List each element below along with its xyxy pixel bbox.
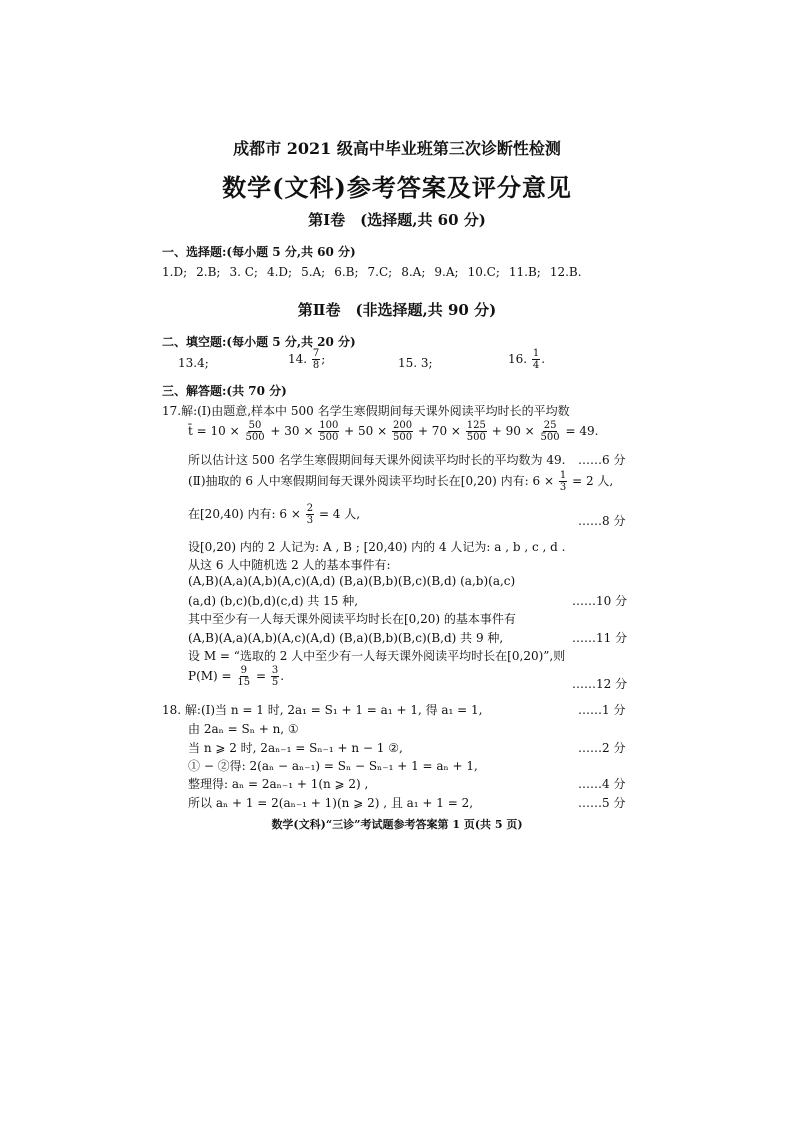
part-two-heading: 第Ⅱ卷 (非选择题,共 90 分) (297, 301, 497, 319)
q18-line-4: ① − ②得: 2(aₙ − aₙ₋₁) = Sₙ − Sₙ₋₁ + 1 = aₙ + 1, (188, 759, 478, 773)
answer-5: 5.A; (301, 265, 326, 279)
answer-7: 7.C; (367, 265, 393, 279)
q18-line-5: 整理得: aₙ = 2aₙ₋₁ + 1(n ⩾ 2) , (188, 777, 369, 791)
answer-3: 3. C; (229, 265, 258, 279)
section-choice-title: 一、选择题:(每小题 5 分,共 60 分) (162, 245, 356, 259)
score-mark: ……6 分 (578, 453, 626, 467)
fill-answer-16: 16. $\frac{1}{4}$ . (508, 348, 546, 371)
q17-line-12: 设 M = “选取的 2 人中至少有一人每天课外阅读平均时长在[0,20)”,则 (188, 649, 566, 663)
fraction: $\frac{1}{4}$ (532, 348, 540, 371)
fill-answer-14: 14. $\frac{7}{8}$ ; (288, 348, 326, 371)
answer-12: 12.B. (549, 265, 582, 279)
fill-answer-15: 15. 3; (398, 356, 433, 370)
page-footer: 数学(文科)“三诊”考试题参考答案第 1 页(共 5 页) (271, 818, 523, 831)
document-title: 数学(文科)参考答案及评分意见 (222, 173, 572, 202)
fill-answer-13: 13.4; (178, 356, 209, 370)
score-mark: ……1 分 (578, 703, 626, 717)
score-mark: ……10 分 (572, 594, 628, 608)
exam-title: 成都市 2021 级高中毕业班第三次诊断性检测 (233, 139, 561, 158)
part-one-heading: 第Ⅰ卷 (选择题,共 60 分) (308, 211, 486, 229)
q18-line-3: 当 n ⩾ 2 时, 2aₙ₋₁ = Sₙ₋₁ + n − 1 ②, (188, 741, 403, 755)
answer-10: 10.C; (467, 265, 500, 279)
answer-2: 2.B; (196, 265, 221, 279)
fraction: $\frac{7}{8}$ (312, 348, 320, 371)
q17-line-1: 17.解:(Ⅰ)由题意,样本中 500 名学生寒假期间每天课外阅读平均时长的平均数 (162, 404, 570, 418)
score-mark: ……8 分 (578, 514, 626, 528)
choice-answers-row (162, 265, 582, 279)
q17-probability: P(M) = $\frac{9}{15}$ = $\frac{3}{5}$ . (188, 665, 285, 688)
answer-9: 9.A; (434, 265, 459, 279)
score-mark: ……5 分 (578, 796, 626, 810)
answer-1: 1.D; (162, 265, 188, 279)
q17-line-3: 所以估计这 500 名学生寒假期间每天课外阅读平均时长的平均数为 49. (188, 453, 566, 467)
answer-8: 8.A; (401, 265, 426, 279)
q18-line-1: 18. 解:(Ⅰ)当 n = 1 时, 2a₁ = S₁ + 1 = a₁ + 1, 得 a₁ = 1, (162, 703, 483, 717)
q17-line-5: 在[20,40) 内有: 6 × $\frac{2}{3}$ = 4 人, (188, 503, 361, 526)
q18-line-2: 由 2aₙ = Sₙ + n, ① (188, 722, 299, 736)
q17-line-8: (A,B)(A,a)(A,b)(A,c)(A,d) (B,a)(B,b)(B,c)(B,d) (a,b)(a,c) (188, 574, 516, 588)
section-solution-title: 三、解答题:(共 70 分) (162, 384, 287, 398)
q17-line-4: (Ⅱ)抽取的 6 人中寒假期间每天课外阅读平均时长在[0,20) 内有: 6 × $\frac{1}{3}$ = 2 人, (188, 470, 614, 493)
score-mark: ……11 分 (572, 631, 628, 645)
score-mark: ……4 分 (578, 777, 626, 791)
answer-11: 11.B; (508, 265, 541, 279)
q17-mean-formula: t̄ = 10 × $\frac{50}{500}$ + 30 × $\frac{100}{500}$ + 50 × $\frac{200}{500}$ + 70 × $\frac{125}{500}$ + 90 × $\frac{25}{500}$ = 49. (188, 420, 599, 443)
section-fill-title: 二、填空题:(每小题 5 分,共 20 分) (162, 335, 356, 349)
q17-line-7: 从这 6 人中随机选 2 人的基本事件有: (188, 558, 391, 572)
q18-line-6: 所以 aₙ + 1 = 2(aₙ₋₁ + 1)(n ⩾ 2) , 且 a₁ + 1 = 2, (188, 796, 474, 810)
q17-line-6: 设[0,20) 内的 2 人记为: A , B ; [20,40) 内的 4 人记为: a , b , c , d . (188, 540, 566, 554)
score-mark: ……12 分 (572, 677, 628, 691)
q17-line-9: (a,d) (b,c)(b,d)(c,d) 共 15 种, (188, 594, 359, 608)
q17-line-10: 其中至少有一人每天课外阅读平均时长在[0,20) 的基本事件有 (188, 612, 516, 626)
answer-4: 4.D; (266, 265, 293, 279)
score-mark: ……2 分 (578, 741, 626, 755)
q17-line-11: (A,B)(A,a)(A,b)(A,c)(A,d) (B,a)(B,b)(B,c)(B,d) 共 9 种, (188, 631, 504, 645)
answer-6: 6.B; (334, 265, 359, 279)
